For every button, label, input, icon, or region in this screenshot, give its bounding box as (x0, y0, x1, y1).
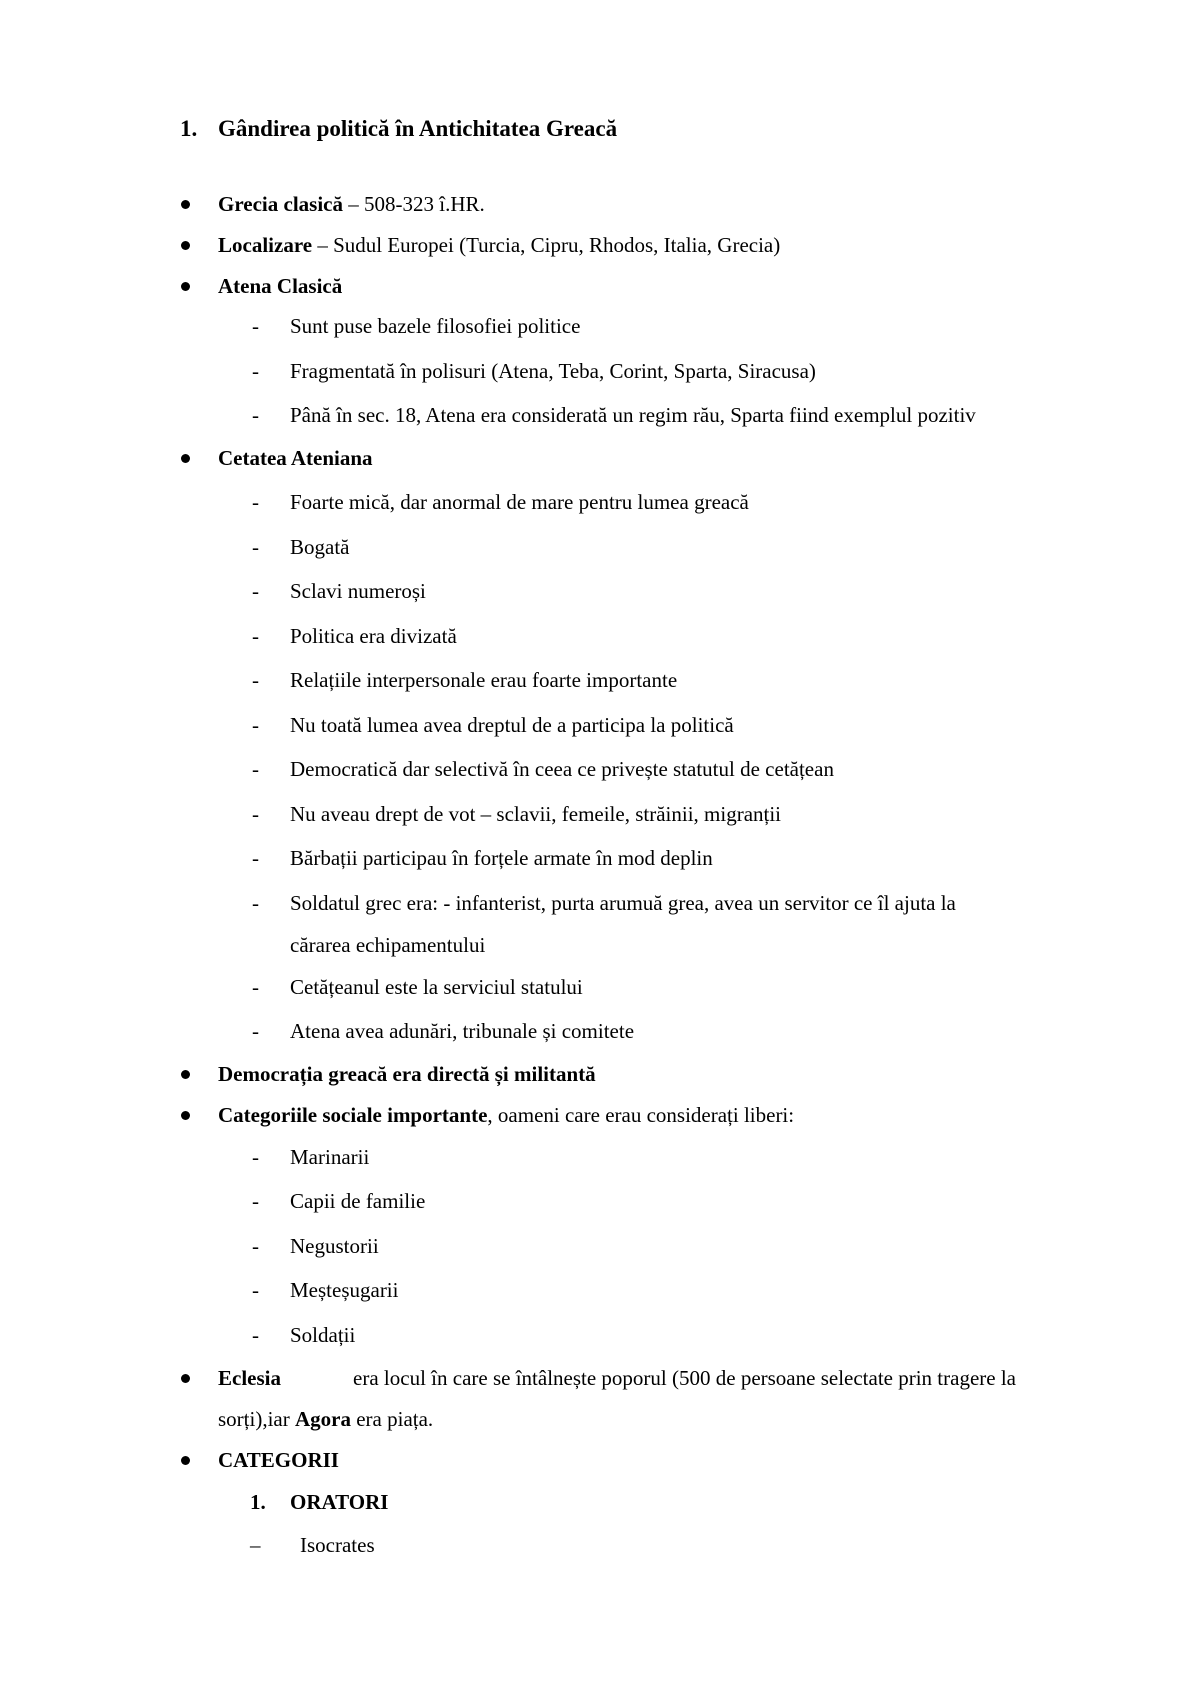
sub-item (0, 1186, 1200, 1216)
dash-marker: - (252, 403, 259, 427)
bullet-icon (181, 1456, 190, 1465)
sub-item-text: Sclavi numeroși (290, 579, 426, 603)
sub-item (0, 1530, 1200, 1560)
sub-item-text: Până în sec. 18, Atena era considerată un regim rău, Sparta fiind exemplul pozitiv (290, 403, 976, 427)
sub-item-text: Politica era divizată (290, 624, 457, 648)
sub-item (0, 576, 1200, 606)
list-number: 1. (250, 1490, 266, 1514)
item-text: , oameni care erau considerați liberi: (487, 1103, 795, 1127)
sub-item-text: Fragmentată în polisuri (Atena, Teba, Corint, Sparta, Siracusa) (290, 359, 816, 383)
dash-marker: - (252, 668, 259, 692)
bullet-item-continuation (0, 1404, 1200, 1434)
item-text: – 508-323 î.HR. (343, 192, 485, 216)
sub-item-text: Foarte mică, dar anormal de mare pentru lumea greacă (290, 490, 749, 514)
item-text: – Sudul Europei (Turcia, Cipru, Rhodos, Italia, Grecia) (312, 233, 781, 257)
sub-item (0, 754, 1200, 784)
sub-item-text: Sunt puse bazele filosofiei politice (290, 314, 581, 338)
sub-item (0, 1016, 1200, 1046)
heading-title: Gândirea politică în Antichitatea Greacă (218, 116, 618, 141)
sub-item-text: Bogată (290, 535, 350, 559)
sub-item-text: Democratică dar selectivă în ceea ce privește statutul de cetățean (290, 757, 834, 781)
sub-item (0, 1320, 1200, 1350)
dash-marker: - (252, 1189, 259, 1213)
bullet-item (0, 1363, 1200, 1393)
item-label: Democrația greacă era directă și militantă (218, 1062, 596, 1086)
dash-marker: - (252, 713, 259, 737)
sub-item-text: Bărbații participau în forțele armate în mod deplin (290, 846, 713, 870)
sub-item-text: Capii de familie (290, 1189, 426, 1213)
dash-marker: – (250, 1533, 261, 1557)
bullet-item (0, 1059, 1200, 1089)
dash-marker: - (252, 490, 259, 514)
item-text: era piața. (350, 1407, 434, 1431)
dash-marker: - (252, 579, 259, 603)
sub-item-text: Soldatul grec era: - infanterist, purta arumuă grea, avea un servitor ce îl ajuta la (290, 891, 956, 915)
sub-item-text: Nu aveau drept de vot – sclavii, femeile, străinii, migranții (290, 802, 782, 826)
bullet-item (0, 189, 1200, 219)
dash-marker: - (252, 891, 259, 915)
dash-marker: - (252, 624, 259, 648)
bullet-item (0, 230, 1200, 260)
bullet-icon (181, 1111, 190, 1120)
sub-item (0, 1231, 1200, 1261)
item-label: Grecia clasică (218, 192, 343, 216)
sub-item (0, 400, 1200, 430)
sub-item-text: Nu toată lumea avea dreptul de a participa la politică (290, 713, 734, 737)
dash-marker: - (252, 1234, 259, 1258)
item-label: Categoriile sociale importante (218, 1103, 488, 1127)
bullet-item (0, 1100, 1200, 1130)
sub-item (0, 487, 1200, 517)
dash-marker: - (252, 1323, 259, 1347)
numbered-sub-item (0, 1487, 1200, 1517)
bullet-icon (181, 282, 190, 291)
bullet-icon (181, 454, 190, 463)
dash-marker: - (252, 802, 259, 826)
sub-item-text: Negustorii (290, 1234, 379, 1258)
dash-marker: - (252, 846, 259, 870)
sub-item-continuation (0, 930, 1200, 960)
sub-item (0, 972, 1200, 1002)
bullet-icon (181, 241, 190, 250)
sub-item (0, 710, 1200, 740)
sub-item (0, 888, 1200, 918)
bullet-item (0, 271, 1200, 301)
bullet-item (0, 443, 1200, 473)
item-label: Localizare (218, 233, 313, 257)
sub-item (0, 665, 1200, 695)
item-label: Atena Clasică (218, 274, 343, 298)
item-text: era locul în care se întâlnește poporul (500 de persoane selectate prin tragere la (353, 1366, 1016, 1390)
sub-item (0, 1275, 1200, 1305)
bullet-icon (181, 200, 190, 209)
bullet-item (0, 1445, 1200, 1475)
sub-item-text: Meșteșugarii (290, 1278, 399, 1302)
sub-item-text: Soldații (290, 1323, 356, 1347)
dash-marker: - (252, 1278, 259, 1302)
dash-marker: - (252, 975, 259, 999)
heading-number: 1. (180, 116, 198, 141)
item-text: sorți),iar (218, 1407, 295, 1431)
justified-line (218, 1363, 1016, 1393)
sub-item (0, 311, 1200, 341)
dash-marker: - (252, 757, 259, 781)
item-label: Cetatea Ateniana (218, 446, 373, 470)
item-label: CATEGORII (218, 1448, 339, 1472)
dash-marker: - (252, 535, 259, 559)
bullet-icon (181, 1070, 190, 1079)
sub-item-text: cărarea echipamentului (290, 933, 486, 957)
sub-item-text: Atena avea adunări, tribunale și comitete (290, 1019, 635, 1043)
item-label: Agora (294, 1407, 351, 1431)
dash-marker: - (252, 359, 259, 383)
sub-item (0, 843, 1200, 873)
item-label: Eclesia (218, 1366, 281, 1390)
sub-item-text: Relațiile interpersonale erau foarte importante (290, 668, 678, 692)
bullet-icon (181, 1374, 190, 1383)
dash-marker: - (252, 1019, 259, 1043)
sub-item (0, 799, 1200, 829)
sub-item-text: Cetățeanul este la serviciul statului (290, 975, 583, 999)
sub-item (0, 1142, 1200, 1172)
sub-heading: ORATORI (290, 1490, 389, 1514)
dash-marker: - (252, 1145, 259, 1169)
sub-item (0, 621, 1200, 651)
dash-marker: - (252, 314, 259, 338)
section-heading (180, 116, 617, 142)
sub-item (0, 356, 1200, 386)
sub-item-text: Isocrates (300, 1533, 375, 1557)
sub-item (0, 532, 1200, 562)
sub-item-text: Marinarii (290, 1145, 370, 1169)
